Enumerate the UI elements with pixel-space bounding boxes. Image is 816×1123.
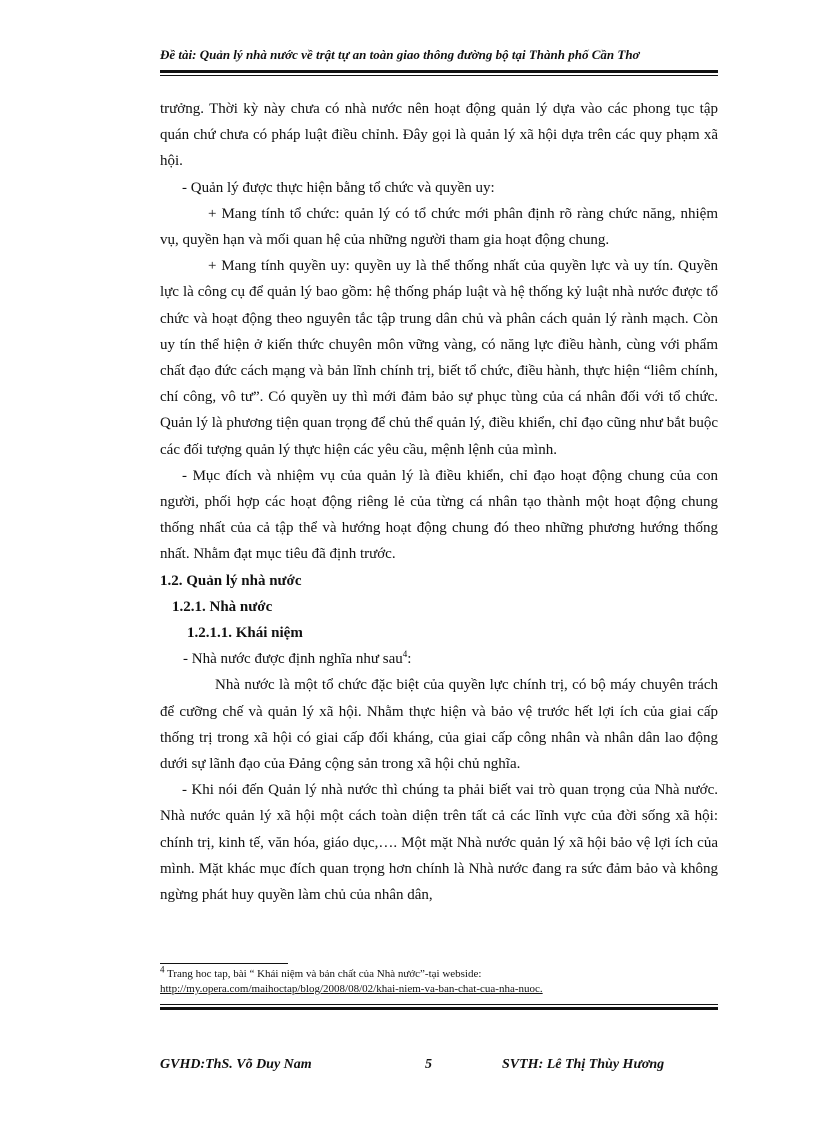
paragraph: trưởng. Thời kỳ này chưa có nhà nước nên hoạt động quản lý dựa vào các phong tục tập quán chứ chưa có pháp luật điều chỉnh. Đây gọi là quản lý xã hội dựa trên các quy phạm xã hội. — [160, 101, 718, 170]
footnote-number: 4 — [160, 964, 165, 975]
subsubsection-heading: 1.2.1.1. Khái niệm — [187, 625, 303, 642]
paragraph: - Quản lý được thực hiện bằng tổ chức và quyền uy: — [182, 179, 495, 196]
footnote-separator — [160, 963, 288, 964]
footnote-source: Trang hoc tap, bài “ Khái niệm và bản chất của Nhà nước”-tại webside: — [164, 968, 482, 980]
footer-rule-thick — [160, 1007, 718, 1010]
paragraph: + Mang tính tổ chức: quản lý có tổ chức mới phân định rõ ràng chức năng, nhiệm vụ, quyền hạn và mối quan hệ của những người tham gia hoạt động chung. — [160, 205, 718, 249]
footer-page-number: 5 — [425, 1057, 432, 1072]
paragraph: - Mục đích và nhiệm vụ của quản lý là điều khiển, chỉ đạo hoạt động chung của con người, phối hợp các hoạt động riêng lẻ của từng cá nhân tạo thành một hoạt động chung thống nhất của cả tập thể và hướng hoạt động chung đó theo những phương hướng thống nhất. Nhằm đạt mục tiêu đã định trước. — [160, 467, 718, 563]
paragraph-text: : — [407, 651, 412, 668]
footnote — [160, 964, 720, 997]
paragraph: Nhà nước là một tổ chức đặc biệt của quyền lực chính trị, có bộ máy chuyên trách để cưỡng chế và quản lý xã hội. Nhằm thực hiện và bảo vệ trước hết lợi ích của giai cấp thống trị trong xã hội có giai cấp đối kháng, của giai cấp công nhân và nhân dân lao động dưới sự lãnh đạo của Đảng cộng sản trong xã hội chủ nghĩa. — [160, 677, 718, 773]
section-heading: 1.2. Quản lý nhà nước — [160, 572, 302, 589]
paragraph: - Khi nói đến Quản lý nhà nước thì chúng ta phải biết vai trò quan trọng của Nhà nước. Nhà nước quản lý xã hội một cách toàn diện trên tất cả các lĩnh vực của đời sống xã hội: chính trị, kinh tế, văn hóa, giáo dục,…. Một mặt Nhà nước quản lý xã hội bảo vệ lợi ích của mình. Mặt khác mục đích quan trọng hơn chính là Nhà nước đang ra sức đảm bảo và không ngừng phát huy quyền làm chủ của nhân dân, — [160, 782, 718, 904]
subsection-heading: 1.2.1. Nhà nước — [172, 598, 273, 615]
paragraph-text: - Nhà nước được định nghĩa như sau — [183, 651, 403, 668]
footnote-link[interactable]: http://my.opera.com/maihoctap/blog/2008/08/02/khai-niem-va-ban-chat-cua-nha-nuoc. — [160, 983, 543, 995]
page-body — [160, 96, 718, 908]
footer-student: SVTH: Lê Thị Thùy Hương — [502, 1057, 665, 1072]
header-rule-thick — [160, 70, 718, 73]
footer-advisor: GVHD:ThS. Võ Duy Nam — [160, 1057, 312, 1072]
footer-rule-thin — [160, 1004, 718, 1005]
paragraph — [160, 646, 718, 672]
header-title: Đề tài: Quản lý nhà nước về trật tự an toàn giao thông đường bộ tại Thành phố Cần Thơ — [160, 47, 640, 62]
footnote-text — [160, 964, 720, 982]
paragraph: + Mang tính quyền uy: quyền uy là thể thống nhất của quyền lực và uy tín. Quyền lực là công cụ để quản lý bao gồm: hệ thống pháp luật và hệ thống kỷ luật nhà nước được tổ chức và hoạt động theo nguyên tắc tập trung dân chủ và phân cách quản lý rành mạch. Còn uy tín thể hiện ở kiến thức chuyên môn vững vàng, có năng lực điều hành, cùng với phẩm chất đạo đức cách mạng và bản lĩnh chính trị, biết tổ chức, điều hành, thực hiện “liêm chính, chí công, vô tư”. Có quyền uy thì mới đảm bảo sự phục tùng của cá nhân đối với tổ chức. Quản lý là phương tiện quan trọng để chủ thể quản lý, điều khiển, chỉ đạo cũng như bắt buộc các đối tượng quản lý thực hiện các yêu cầu, mệnh lệnh của mình. — [160, 258, 718, 458]
footnote-ref: 4 — [402, 649, 408, 660]
header-rule-thin — [160, 75, 718, 76]
